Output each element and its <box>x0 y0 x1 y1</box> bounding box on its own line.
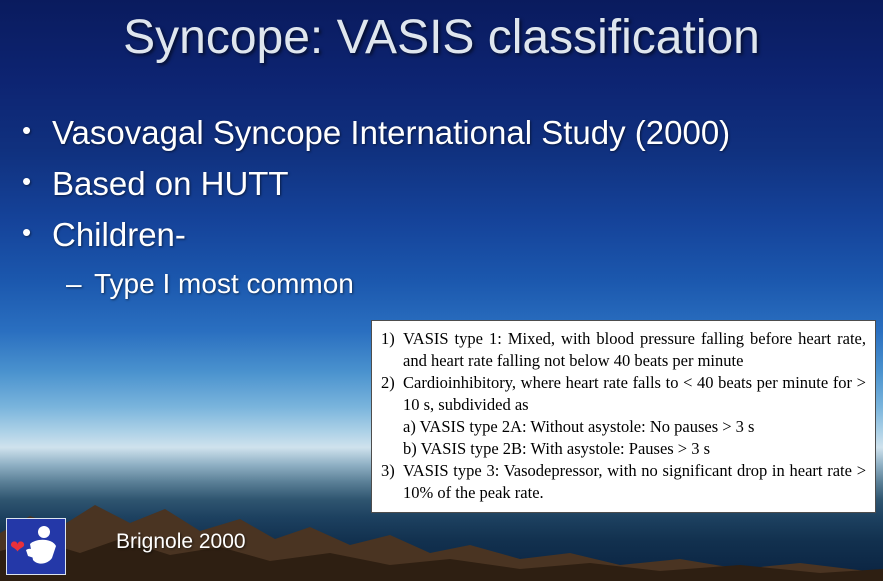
definition-item <box>381 460 866 504</box>
definition-subitem: a) VASIS type 2A: Without asystole: No pauses > 3 s <box>403 416 755 436</box>
definition-text: VASIS type 1: Mixed, with blood pressure falling before heart rate, and heart rate falling not below 40 beats per minute <box>403 329 866 370</box>
dash-marker-icon: – <box>66 267 82 299</box>
definition-subitem: b) VASIS type 2B: With asystole: Pauses > 3 s <box>403 438 711 458</box>
definition-number: 2) <box>381 372 395 392</box>
definition-number: 1) <box>381 329 395 348</box>
bullet-marker-icon: • <box>22 115 32 145</box>
bullet-text: Vasovagal Syncope International Study (2000) <box>52 114 731 151</box>
vasis-definition-box <box>371 320 876 513</box>
heart-icon: ❤ <box>10 537 26 557</box>
bullet-list <box>22 112 862 302</box>
bullet-text: Based on HUTT <box>52 165 289 203</box>
list-item <box>22 163 862 205</box>
list-item <box>22 112 862 154</box>
definition-item <box>381 372 866 416</box>
page-title: Syncope: VASIS classification <box>123 11 760 64</box>
definition-text: Cardioinhibitory, where heart rate falls to < 40 beats per minute for > 10 s, subdivided as <box>403 372 866 414</box>
citation-text: Brignole 2000 <box>116 530 246 553</box>
definition-number: 3) <box>381 460 395 480</box>
bullet-marker-icon: • <box>22 166 32 197</box>
person-figure-icon <box>24 524 58 569</box>
sub-bullet-text: Type I most common <box>94 267 354 299</box>
bullet-text: Children- <box>52 216 186 254</box>
definition-text: VASIS type 3: Vasodepressor, with no significant drop in heart rate > 10% of the peak rate. <box>403 460 866 502</box>
definition-item <box>381 328 866 372</box>
sub-list-item <box>66 266 862 302</box>
bullet-marker-icon: • <box>22 217 32 248</box>
organization-logo <box>6 518 66 575</box>
list-item <box>22 214 862 256</box>
